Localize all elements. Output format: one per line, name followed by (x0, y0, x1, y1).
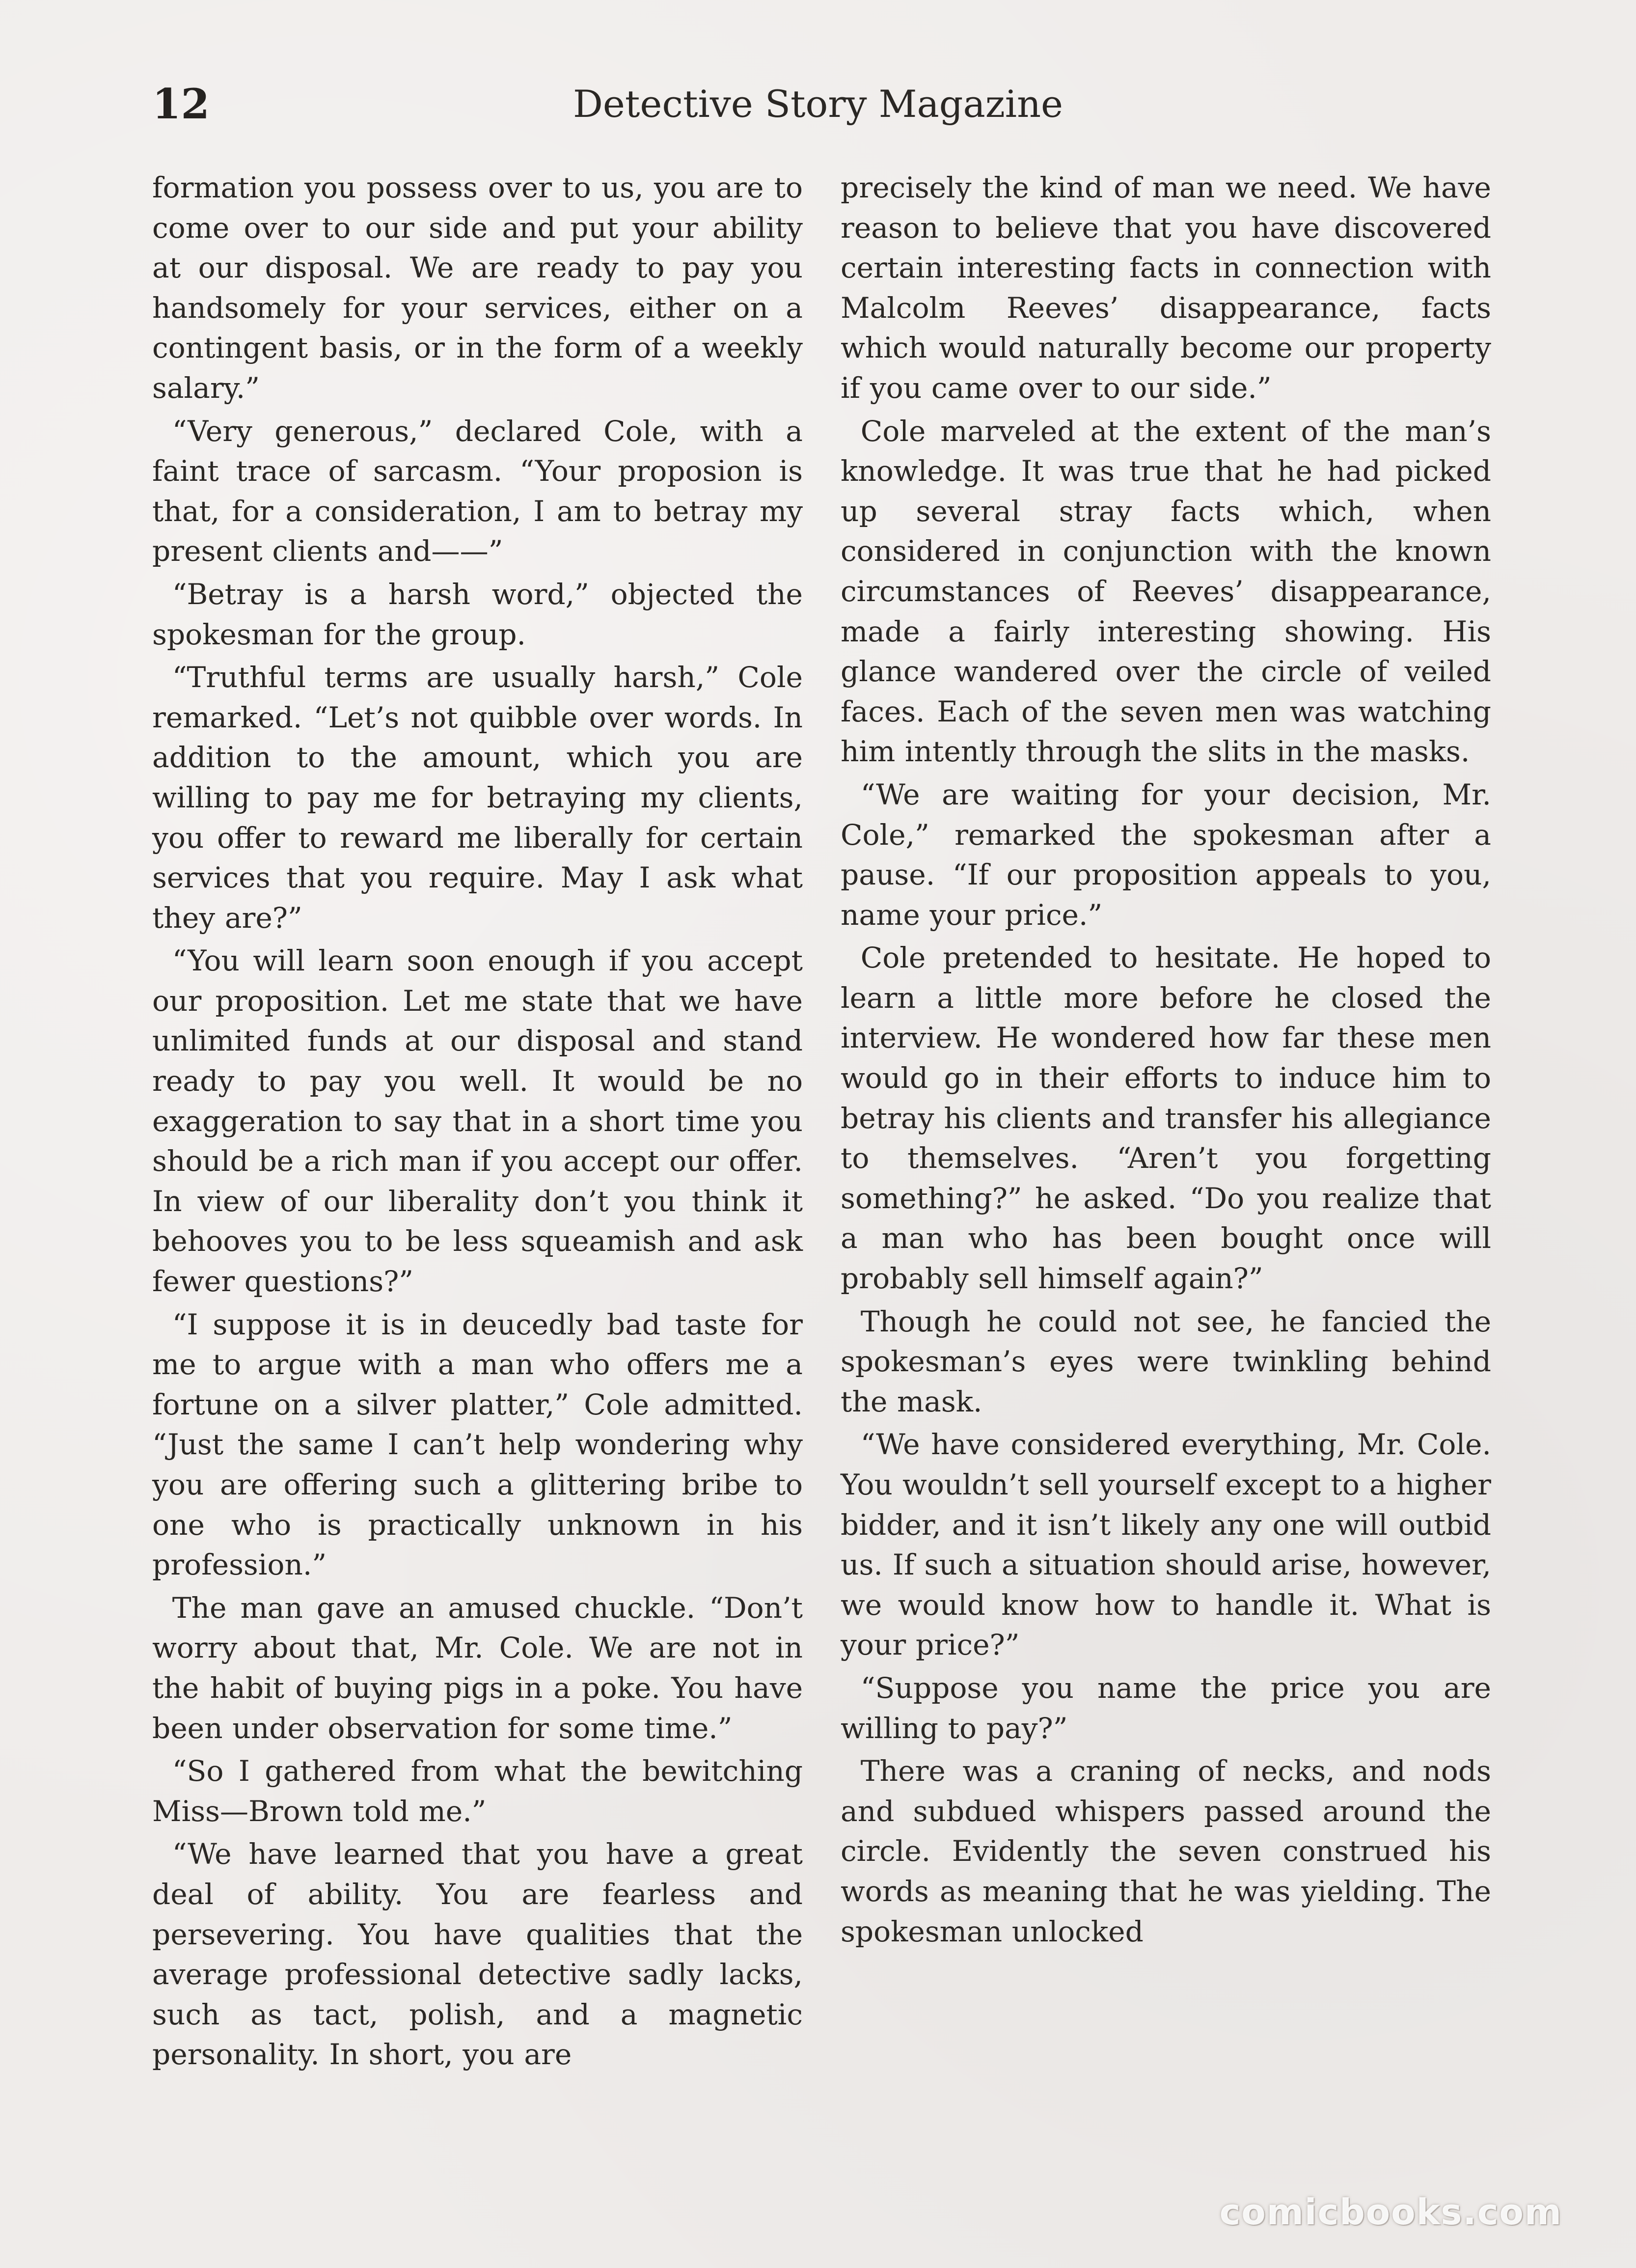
paragraph: Cole pretended to hesitate. He hoped to learn a little more before he closed the interview. He wondered how far these men would go in their efforts to induce him to betray his clients and transfer his allegiance to themselves. “Aren’t you forgetting something?” he asked. “Do you realize that a man who has been bought once will probably sell himself again?” (841, 941, 1491, 1296)
paragraph: “Truthful terms are usually harsh,” Cole remarked. “Let’s not quibble over words. In addition to the amount, which you are willing to pay me for betraying my clients, you offer to reward me liberally for certain services that you require. May I ask what they are?” (152, 661, 803, 935)
paragraph: There was a craning of necks, and nods and subdued whispers passed around the circle. Evidently the seven construed his words as meaning that he was yielding. The spokesman unlocked (841, 1754, 1491, 1948)
paragraph: “Betray is a harsh word,” objected the spokesman for the group. (152, 577, 803, 651)
page-header (152, 74, 1484, 147)
paragraph: “I suppose it is in deucedly bad taste for me to argue with a man who offers me a fortune on a silver platter,” Cole admitted. “Just the same I can’t help wondering why you are offering such a glittering bribe to one who is practically unknown in his profession.” (152, 1307, 803, 1582)
paragraph: precisely the kind of man we need. We have reason to believe that you have discovered certain interesting facts in connection with Malcolm Reeves’ disappearance, facts which would naturally become our property if you came over to our side.” (841, 171, 1491, 405)
paragraph: “We have learned that you have a great deal of ability. You are fearless and persevering. You have qualities that the average professional detective sadly lacks, such as tact, polish, and a magnetic personality. In short, you are (152, 1837, 803, 2072)
page-title: Detective Story Magazine (573, 82, 1063, 126)
right-column (841, 168, 1491, 1952)
watermark: comicbooks.com (1219, 2191, 1562, 2233)
left-column (152, 168, 803, 2075)
paragraph: “So I gathered from what the bewitching Miss—Brown told me.” (152, 1754, 803, 1828)
paragraph: “We have considered everything, Mr. Cole. You wouldn’t sell yourself except to a higher bidder, and it isn’t likely any one will outbid us. If such a situation should arise, however, we would know how to handle it. What is your price?” (841, 1428, 1491, 1662)
paragraph: The man gave an amused chuckle. “Don’t worry about that, Mr. Cole. We are not in the habit of buying pigs in a poke. You have been under observation for some time.” (152, 1591, 803, 1745)
page-number: 12 (152, 80, 210, 128)
paragraph: Cole marveled at the extent of the man’s knowledge. It was true that he had picked up several stray facts which, when considered in conjunction with the known circumstances of Reeves’ disappearance, made a fairly interesting showing. His glance wandered over the circle of veiled faces. Each of the seven men was watching him intently through the slits in the masks. (841, 414, 1491, 769)
paragraph: “Very generous,” declared Cole, with a faint trace of sarcasm. “Your proposion is that, for a consideration, I am to betray my present clients and——” (152, 414, 803, 568)
paragraph: “You will learn soon enough if you accept our proposition. Let me state that we have unlimited funds at our disposal and stand ready to pay you well. It would be no exaggeration to say that in a short time you should be a rich man if you accept our offer. In view of our liberality don’t you think it behooves you to be less squeamish and ask fewer questions?” (152, 944, 803, 1299)
paragraph: “We are waiting for your decision, Mr. Cole,” remarked the spokesman after a pause. “If our proposition appeals to you, name your price.” (841, 777, 1491, 932)
paragraph: formation you possess over to us, you are to come over to our side and put your ability at our disposal. We are ready to pay you handsomely for your services, either on a contingent basis, or in the form of a weekly salary.” (152, 171, 803, 405)
paragraph: Though he could not see, he fancied the spokesman’s eyes were twinkling behind the mask. (841, 1304, 1491, 1418)
paragraph: “Suppose you name the price you are willing to pay?” (841, 1671, 1491, 1745)
